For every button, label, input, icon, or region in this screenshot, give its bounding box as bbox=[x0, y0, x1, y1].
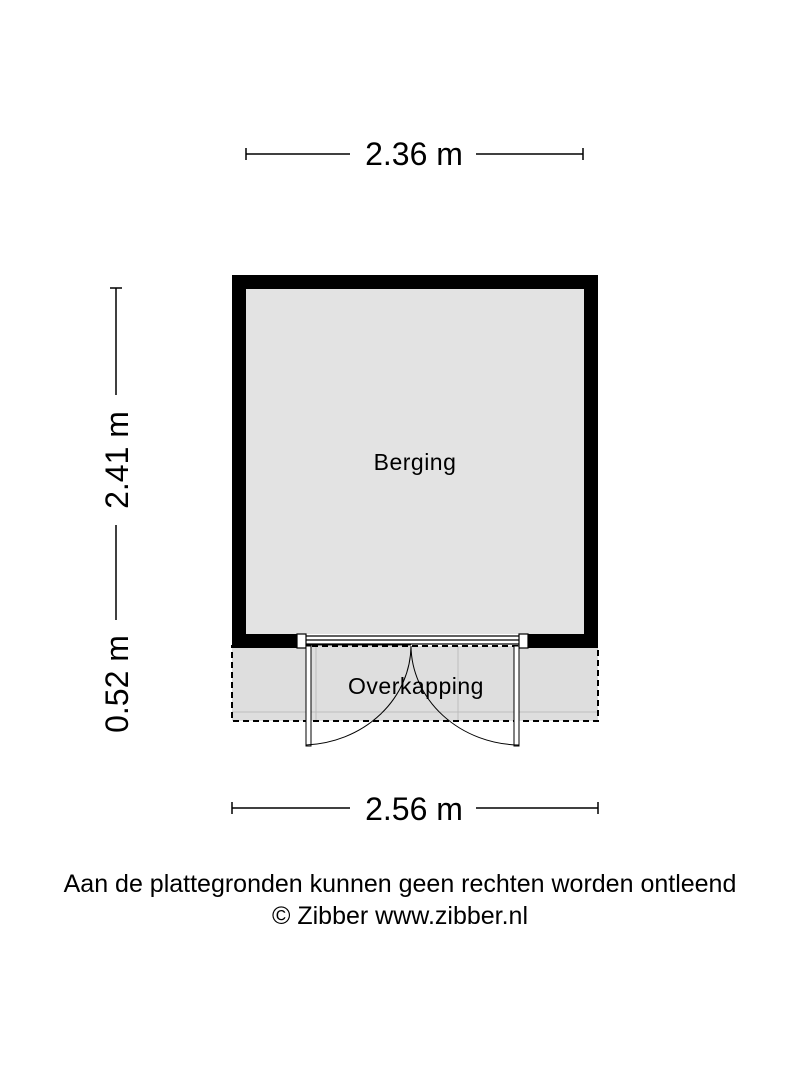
copyright-text: © Zibber www.zibber.nl bbox=[271, 902, 529, 930]
bottom-dimension-label: 2.56 m bbox=[365, 791, 463, 827]
disclaimer-text: Aan de plattegronden kunnen geen rechten worden ontleend bbox=[63, 870, 737, 898]
room-label-berging: Berging bbox=[373, 449, 457, 475]
room-label-overkapping: Overkapping bbox=[348, 673, 484, 699]
left-dimension-berging-label: 2.41 m bbox=[99, 411, 135, 509]
top-dimension-label: 2.36 m bbox=[365, 136, 463, 172]
left-dimension-overkapping-label: 0.52 m bbox=[99, 635, 135, 733]
